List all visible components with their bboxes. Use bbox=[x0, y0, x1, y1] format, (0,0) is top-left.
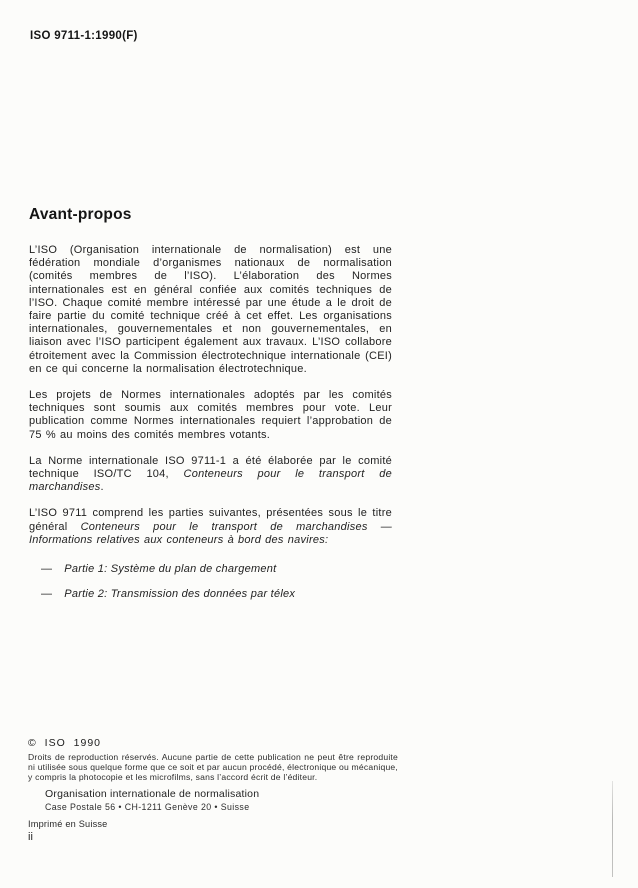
list-item-part-2 bbox=[41, 588, 392, 601]
imprint-block bbox=[28, 737, 398, 829]
foreword-section bbox=[29, 206, 392, 613]
paragraph-4-text: L’ISO 9711 comprend les parties suivantes, présentées sous le titre général bbox=[29, 507, 392, 533]
publisher-address: Case Postale 56 • CH-1211 Genève 20 • Suisse bbox=[45, 801, 250, 812]
document-reference: ISO 9711-1:1990(F) bbox=[30, 30, 138, 42]
foreword-paragraph-1: L’ISO (Organisation internationale de normalisation) est une fédération mondiale d’organismes nationaux de normalisation (comités membres de l’ISO). L’élaboration des Normes internationales est en général confiée aux comités techniques de l’ISO. Chaque comité membre intéressé par une étude a le droit de faire partie du comité technique créé à cet effet. Les organisations internationales, gouvernementales et non gouvernementales, en liaison avec l’ISO participent également aux travaux. L’ISO collabore étroitement avec la Commission électrotechnique internationale (CEI) en ce qui concerne la normalisation électrotechnique. bbox=[29, 244, 392, 375]
dash-bullet: — bbox=[41, 588, 53, 601]
paragraph-3-text: La Norme internationale ISO 9711-1 a été élaborée par le comité technique ISO/TC 104, bbox=[29, 454, 392, 481]
foreword-heading: Avant-propos bbox=[29, 206, 132, 223]
publisher-name: Organisation internationale de normalisation bbox=[45, 787, 260, 800]
foreword-paragraph-4 bbox=[29, 507, 392, 547]
part-1-label: Partie 1: Système du plan de chargement bbox=[64, 563, 277, 576]
paragraph-3-period: . bbox=[100, 481, 104, 494]
printed-in-notice: Imprimé en Suisse bbox=[28, 818, 108, 829]
paragraph-4-series-title: Conteneurs pour le transport de marchandises — Informations relatives aux conteneurs à bord des navires: bbox=[29, 520, 392, 546]
part-2-label: Partie 2: Transmission des données par télex bbox=[64, 588, 296, 601]
dash-bullet: — bbox=[41, 563, 53, 576]
paragraph-3-committee-title: Conteneurs pour le transport de marchandises bbox=[29, 468, 392, 494]
list-item-part-1 bbox=[41, 563, 392, 576]
copyright-notice: © ISO 1990 bbox=[28, 737, 102, 749]
rights-statement: Droits de reproduction réservés. Aucune partie de cette publication ne peut être reproduite ni utilisée sous quelque forme que ce soit et par aucun procédé, électronique ou mécanique, y compris la photocopie et les microfilms, sans l’accord écrit de l’éditeur. bbox=[28, 752, 398, 783]
foreword-paragraph-3 bbox=[29, 455, 392, 495]
foreword-paragraph-2: Les projets de Normes internationales adoptés par les comités techniques sont soumis aux comités membres pour vote. Leur publication comme Normes internationales requiert l’approbation de 75 % au moins des comités membres votants. bbox=[29, 389, 392, 441]
parts-list bbox=[29, 563, 392, 601]
page-number: ii bbox=[28, 831, 33, 843]
scan-artifact-line bbox=[612, 781, 613, 877]
